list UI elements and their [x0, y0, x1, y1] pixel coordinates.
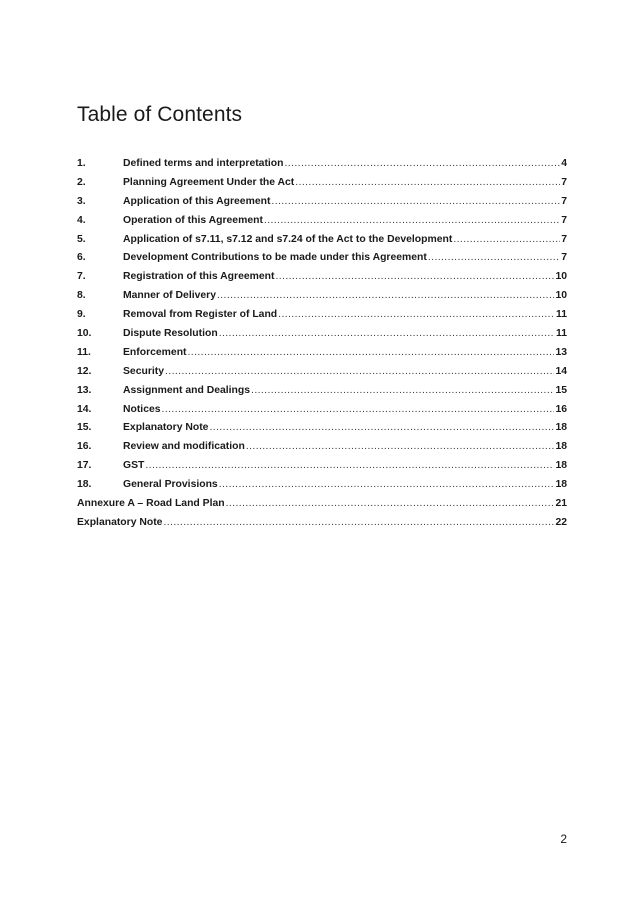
toc-dot-leader [264, 215, 560, 226]
toc-entry-label: Planning Agreement Under the Act [123, 176, 295, 188]
toc-entry-page: 11 [556, 328, 567, 340]
toc-entry-page: 11 [556, 309, 567, 321]
toc-entry-page: 10 [555, 271, 567, 283]
toc-entry-number: 11. [77, 346, 91, 358]
toc-entry-page: 18 [555, 460, 567, 472]
toc-entry-number: 13. [77, 384, 92, 396]
toc-dot-leader [251, 385, 554, 396]
toc-entry-number: 9. [77, 309, 86, 321]
toc-entry-explanatory-note[interactable] [77, 517, 567, 536]
toc-entry-page: 7 [561, 176, 567, 188]
toc-entry-number: 15. [77, 422, 92, 434]
toc-dot-leader [295, 177, 560, 188]
toc-entry-page: 13 [555, 346, 567, 358]
toc-entry-label: Development Contributions to be made under this Agreement [123, 252, 427, 264]
toc-entry[interactable] [77, 347, 567, 366]
toc-entry-number: 2. [77, 176, 86, 188]
toc-entry-number: 18. [77, 479, 92, 491]
toc-entry-number: 16. [77, 441, 92, 453]
toc-entry-page: 15 [555, 384, 567, 396]
toc-entry-annexure[interactable] [77, 498, 567, 517]
page-title: Table of Contents [77, 103, 243, 126]
toc-entry-label: Application of s7.11, s7.12 and s7.24 of the Act to the Development [123, 233, 453, 245]
toc-entry[interactable] [77, 404, 567, 423]
toc-dot-leader [165, 366, 554, 377]
toc-entry-label: Application of this Agreement [123, 195, 271, 207]
toc-entry[interactable] [77, 196, 567, 215]
toc-dot-leader [217, 290, 554, 301]
toc-entry-page: 21 [555, 498, 567, 510]
toc-entry-number: 3. [77, 195, 86, 207]
toc-entry-label: Registration of this Agreement [123, 271, 275, 283]
toc-entry-label: Notices [123, 403, 161, 415]
toc-entry-label: Operation of this Agreement [123, 214, 263, 226]
toc-dot-leader [226, 498, 555, 509]
toc-entry-page: 18 [555, 479, 567, 491]
toc-entry[interactable] [77, 479, 567, 498]
toc-entry[interactable] [77, 215, 567, 234]
toc-entry-number: 6. [77, 252, 86, 264]
toc-entry-page: 7 [561, 214, 567, 226]
toc-entry-number: 10. [77, 328, 92, 340]
toc-entry-number: 14. [77, 403, 92, 415]
toc-entry-number: 12. [77, 365, 92, 377]
toc-dot-leader [271, 196, 560, 207]
toc-entry-label: Security [123, 365, 165, 377]
toc-entry-label: Removal from Register of Land [123, 309, 278, 321]
toc-entry-label: General Provisions [123, 479, 218, 491]
toc-dot-leader [453, 234, 560, 245]
toc-entry[interactable] [77, 177, 567, 196]
toc-dot-leader [285, 158, 561, 169]
toc-entry[interactable] [77, 158, 567, 177]
toc-dot-leader [428, 252, 560, 263]
toc-entry[interactable] [77, 422, 567, 441]
toc-entry-label: Annexure A – Road Land Plan [77, 498, 225, 510]
toc-entry-page: 4 [561, 158, 567, 169]
toc-entry[interactable] [77, 290, 567, 309]
toc-entry[interactable] [77, 234, 567, 253]
toc-dot-leader [278, 309, 555, 320]
toc-entry-number: 7. [77, 271, 86, 283]
toc-dot-leader [188, 347, 555, 358]
toc-entry[interactable] [77, 309, 567, 328]
toc-entry-label: Enforcement [123, 346, 187, 358]
toc-entry-number: 8. [77, 290, 86, 302]
toc-dot-leader [162, 404, 555, 415]
toc-entry-page: 18 [555, 422, 567, 434]
toc-entry[interactable] [77, 460, 567, 479]
toc-entry-number: 4. [77, 214, 86, 226]
toc-dot-leader [145, 460, 554, 471]
toc-entry-label: Defined terms and interpretation [123, 158, 284, 169]
toc-dot-leader [275, 271, 554, 282]
page-number: 2 [560, 832, 567, 846]
toc-dot-leader [246, 441, 555, 452]
toc-list [77, 158, 567, 536]
toc-entry-page: 18 [555, 441, 567, 453]
toc-entry-number: 17. [77, 460, 92, 472]
toc-entry-label: Explanatory Note [77, 516, 163, 528]
toc-entry-page: 7 [561, 195, 567, 207]
toc-dot-leader [219, 479, 555, 490]
toc-entry-label: Dispute Resolution [123, 328, 218, 340]
toc-entry-label: Manner of Delivery [123, 290, 216, 302]
toc-entry[interactable] [77, 441, 567, 460]
toc-entry-label: Assignment and Dealings [123, 384, 251, 396]
toc-entry-page: 16 [555, 403, 567, 415]
toc-entry-number: 5. [77, 233, 86, 245]
toc-entry[interactable] [77, 366, 567, 385]
toc-entry-label: Review and modification [123, 441, 245, 453]
toc-dot-leader [209, 422, 554, 433]
toc-entry[interactable] [77, 328, 567, 347]
toc-entry-label: GST [123, 460, 145, 472]
toc-entry[interactable] [77, 271, 567, 290]
toc-entry-page: 14 [555, 365, 567, 377]
toc-entry-number: 1. [77, 158, 86, 169]
toc-entry-label: Explanatory Note [123, 422, 209, 434]
toc-entry[interactable] [77, 252, 567, 271]
toc-dot-leader [219, 328, 555, 339]
toc-entry-page: 10 [555, 290, 567, 302]
toc-entry[interactable] [77, 385, 567, 404]
toc-dot-leader [163, 517, 554, 528]
toc-entry-page: 22 [555, 516, 567, 528]
toc-entry-page: 7 [561, 252, 567, 264]
toc-entry-page: 7 [561, 233, 567, 245]
